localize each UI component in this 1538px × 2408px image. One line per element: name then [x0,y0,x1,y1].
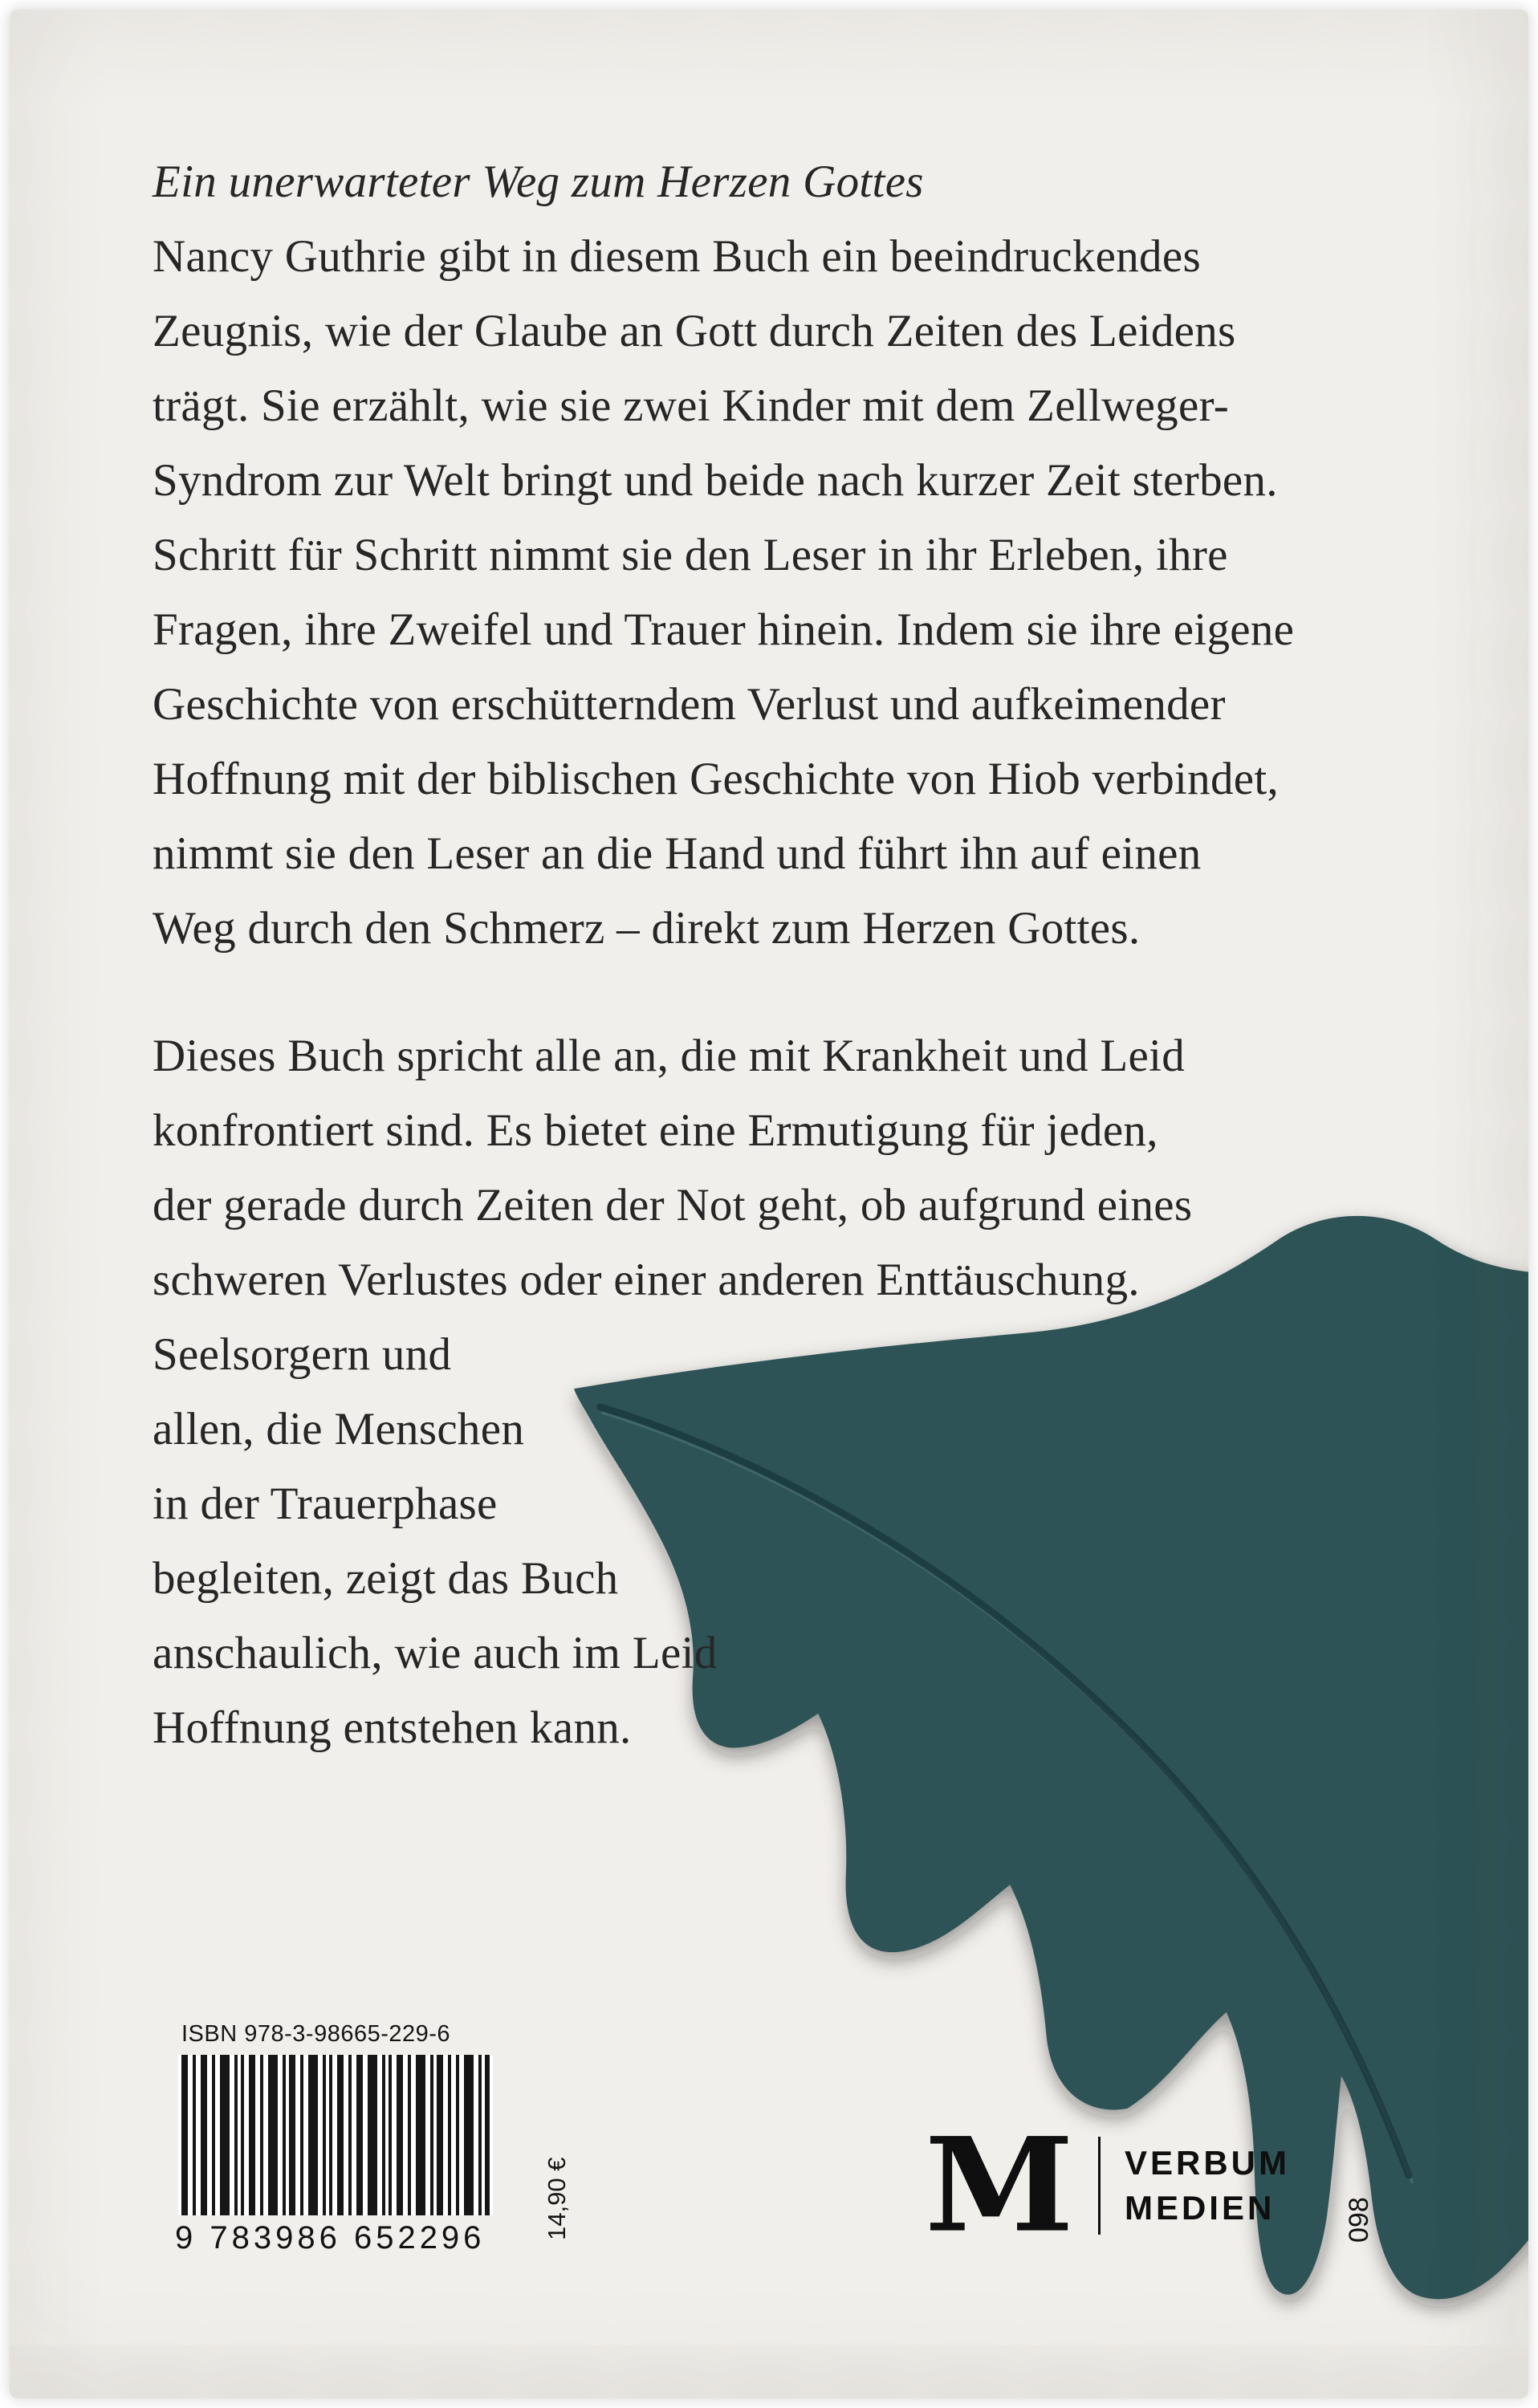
blurb-paragraph-2 [153,1019,1405,1765]
publisher-name-line: VERBUM [1124,2143,1290,2182]
publisher-logo [925,2108,1290,2262]
blurb-line: Hoffnung mit der biblischen Geschichte von Hiob verbindet, [153,754,1280,804]
blurb-line: trägt. Sie erzählt, wie sie zwei Kinder mit dem Zellweger- [153,380,1230,431]
publisher-name-line: MEDIEN [1124,2188,1276,2227]
blurb-line: allen, die Menschen [153,1404,525,1454]
blurb-line: Fragen, ihre Zweifel und Trauer hinein. Indem sie ihre eigene [153,604,1295,655]
blurb-line: Syndrom zur Welt bringt und beide nach kurzer Zeit sterben. [153,455,1278,506]
blurb-line: konfrontiert sind. Es bietet eine Ermutigung für jeden, [153,1105,1158,1156]
blurb-line: Geschichte von erschütterndem Verlust und aufkeimender [153,679,1226,730]
blurb-line: der gerade durch Zeiten der Not geht, ob aufgrund eines [153,1180,1193,1230]
blurb-line: anschaulich, wie auch im Leid [153,1628,718,1678]
blurb-line: Hoffnung entstehen kann. [153,1702,632,1753]
blurb-line: begleiten, zeigt das Buch [153,1553,619,1604]
blurb-line: Zeugnis, wie der Glaube an Gott durch Zeiten des Leidens [153,306,1236,356]
blurb-line: Dieses Buch spricht alle an, die mit Krankheit und Leid [153,1031,1186,1081]
barcode [178,2055,493,2215]
print-code: 098 [1344,2197,1374,2243]
publisher-name [1125,2141,1290,2231]
price: 14,90 € [543,2157,571,2240]
blurb-line: in der Trauerphase [153,1479,498,1529]
blurb [153,144,1405,1765]
publisher-monogram-icon: M [925,2108,1074,2262]
blurb-line: nimmt sie den Leser an die Hand und führt ihn auf einen [153,828,1202,879]
blurb-line: Seelsorgern und [153,1329,452,1380]
barcode-digits: 9 783986 652296 [175,2220,486,2255]
blurb-line: Nancy Guthrie gibt in diesem Buch ein beeindruckendes [153,231,1201,282]
blurb-line: schweren Verlustes oder einer anderen Enttäuschung. [153,1255,1140,1305]
book-back-cover [10,10,1528,2398]
blurb-line: Schritt für Schritt nimmt sie den Leser in ihr Erleben, ihre [153,530,1228,580]
logo-divider [1098,2137,1101,2235]
isbn-label: ISBN 978-3-98665-229-6 [181,2021,451,2047]
blurb-line: Weg durch den Schmerz – direkt zum Herzen Gottes. [153,903,1141,954]
tagline: Ein unerwarteter Weg zum Herzen Gottes [153,157,924,207]
